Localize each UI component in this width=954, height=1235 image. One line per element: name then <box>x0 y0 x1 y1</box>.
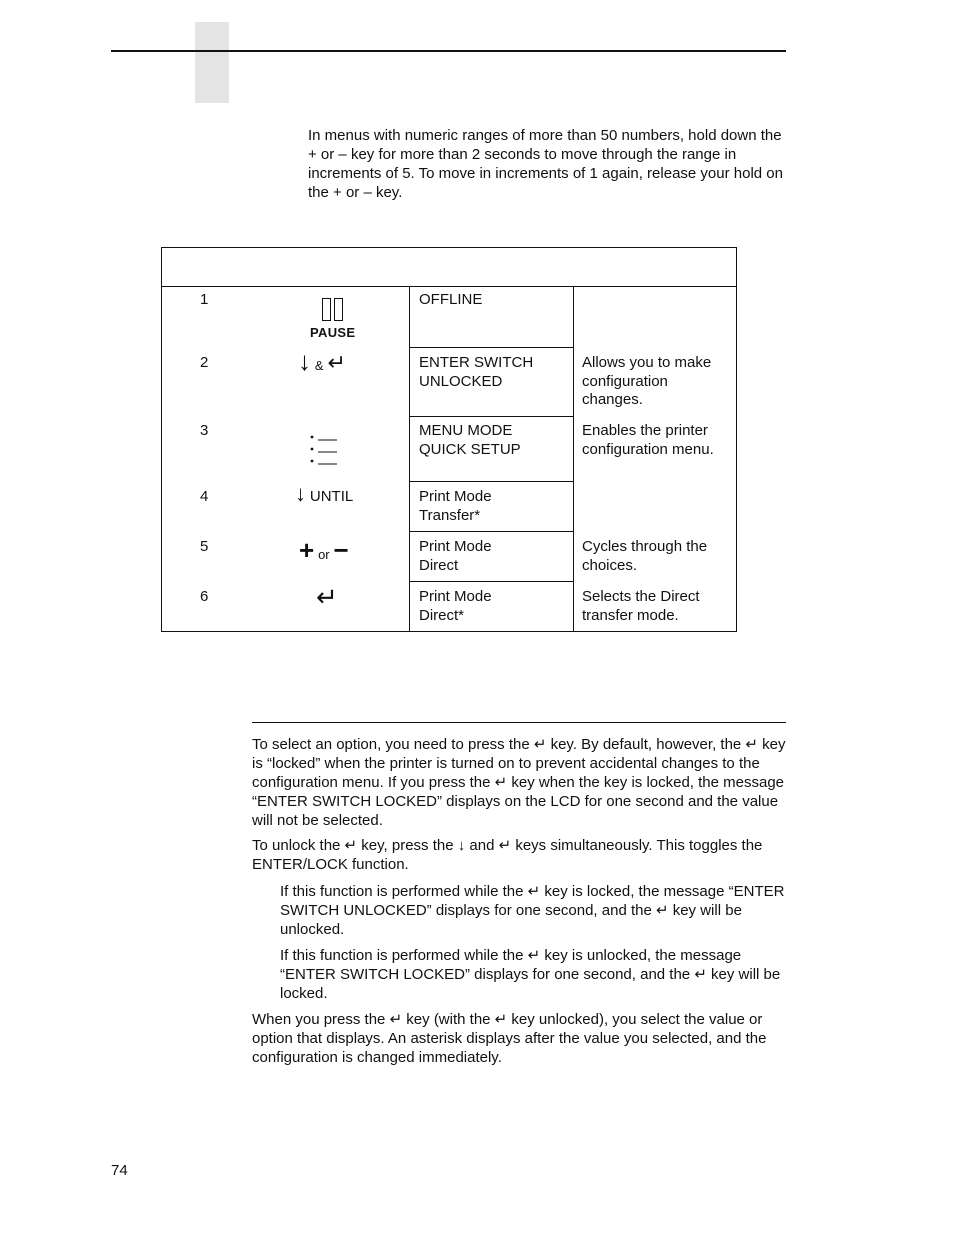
lcd-line: ENTER SWITCH <box>419 354 534 371</box>
lcd-line: Transfer* <box>419 506 481 524</box>
lcd-display <box>419 588 579 625</box>
down-arrow-icon: ↓ <box>298 346 311 376</box>
pause-key <box>310 298 354 340</box>
step-description: Enables the printer configuration menu. <box>582 422 714 458</box>
section-rule <box>252 722 786 723</box>
body-paragraph: When you press the ↵ key (with the ↵ key unlocked), you select the value or option that displays. An asterisk displays after the value you selected, and the configuration is changed immediately. <box>252 1011 767 1066</box>
body-paragraph: To unlock the ↵ key, press the ↓ and ↵ keys simultaneously. This toggles the ENTER/LOCK function. <box>252 837 763 873</box>
col-divider-lcd <box>409 286 410 631</box>
row-divider <box>409 416 573 417</box>
step-number: 2 <box>200 354 209 371</box>
procedure-table <box>161 247 737 632</box>
step-number: 1 <box>200 291 209 308</box>
lcd-display <box>419 538 579 575</box>
lcd-line: Print Mode <box>419 488 492 505</box>
note-paragraph: If this function is performed while the ↵ key is locked, the message “ENTER SWITCH UNLOCKED” displays for one second, and the ↵ key will be unlocked. <box>280 883 785 938</box>
menu-icon <box>309 434 339 466</box>
lcd-line: QUICK SETUP <box>419 440 521 458</box>
step-description: Cycles through the choices. <box>582 538 708 574</box>
intro-paragraph: In menus with numeric ranges of more than 50 numbers, hold down the + or – key for more than 2 seconds to move through the range in increments of 5. To move in increments of 1 again, release your hold on the + or – key. <box>308 127 783 201</box>
plus-minus-keys <box>299 535 349 566</box>
lcd-display <box>419 354 579 391</box>
row-divider <box>409 347 573 348</box>
row-divider <box>409 481 573 482</box>
plus-icon: + <box>299 535 315 565</box>
lcd-line: Print Mode <box>419 538 492 555</box>
page-number: 74 <box>111 1162 128 1179</box>
down-enter-keys <box>298 346 346 377</box>
lcd-display <box>419 291 579 310</box>
down-arrow-icon: ↓ <box>295 481 306 506</box>
lcd-line: UNLOCKED <box>419 372 503 390</box>
until-label: UNTIL <box>309 488 354 505</box>
table-header <box>162 248 736 287</box>
lcd-display <box>419 422 579 459</box>
enter-icon: ↵ <box>327 350 346 375</box>
row-divider <box>409 581 573 582</box>
body-paragraph: To select an option, you need to press the ↵ key. By default, however, the ↵ key is “locked” when the printer is turned on to prevent accidental changes to the configuration menu. If you press the ↵ key when the key is locked, the message “ENTER SWITCH LOCKED” displays on the LCD for one second and the value will not be selected. <box>252 736 786 829</box>
lcd-line: Direct* <box>419 606 465 624</box>
amp-label: & <box>314 358 324 373</box>
lcd-line: MENU MODE <box>419 422 513 439</box>
enter-key <box>316 582 338 613</box>
lcd-line: OFFLINE <box>419 291 483 308</box>
step-number: 3 <box>200 422 209 439</box>
or-label: or <box>318 547 330 562</box>
pause-key-label: PAUSE <box>310 325 356 340</box>
lcd-line: Direct <box>419 556 459 574</box>
lcd-display <box>419 488 579 525</box>
enter-icon: ↵ <box>316 582 338 612</box>
pause-icon <box>310 298 354 321</box>
step-number: 5 <box>200 538 209 555</box>
note-paragraph: If this function is performed while the ↵ key is unlocked, the message “ENTER SWITCH LOCKED” displays for one second, and the ↵ key will be locked. <box>280 947 781 1002</box>
header-rule <box>111 50 786 52</box>
lcd-line: Print Mode <box>419 588 492 605</box>
step-number: 6 <box>200 588 209 605</box>
chapter-tab <box>195 22 229 103</box>
down-until-key <box>295 481 353 507</box>
step-description: Allows you to make configuration changes. <box>582 354 712 408</box>
minus-icon: − <box>333 535 349 565</box>
step-number: 4 <box>200 488 209 505</box>
row-divider <box>409 531 573 532</box>
step-description: Selects the Direct transfer mode. <box>582 588 700 624</box>
